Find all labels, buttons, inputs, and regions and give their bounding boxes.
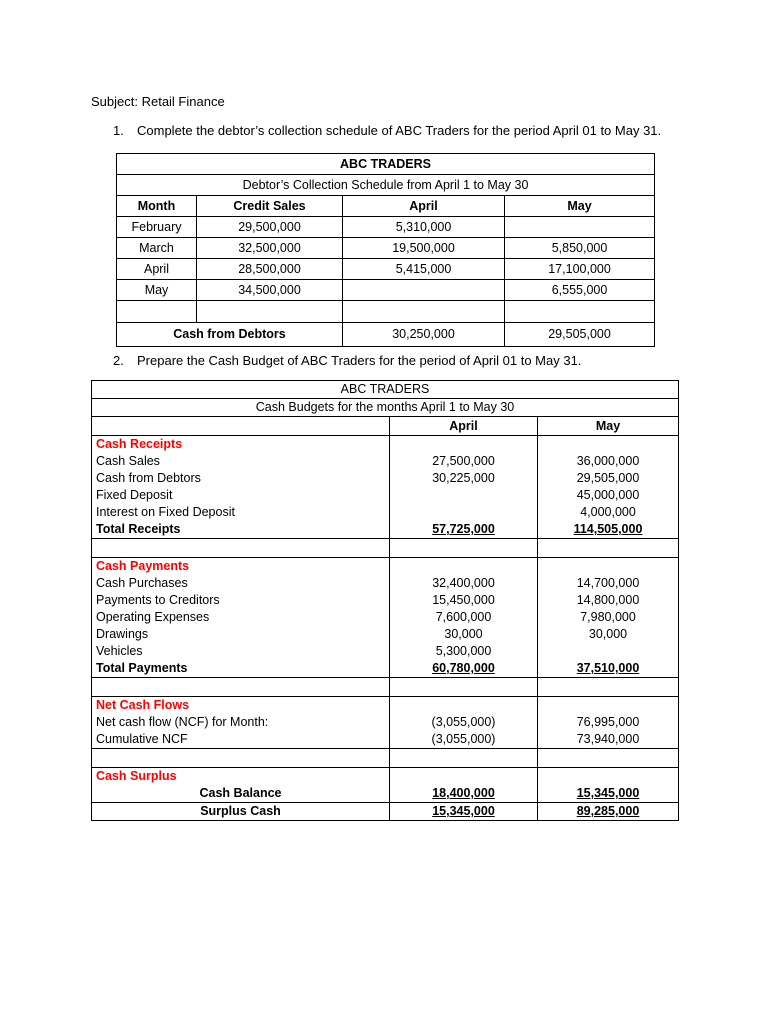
- table1-header: April: [343, 196, 505, 217]
- table-cell: 28,500,000: [197, 259, 343, 280]
- table1-subtitle: Debtor’s Collection Schedule from April 1 to May 30: [117, 175, 655, 196]
- row-label: Fixed Deposit: [92, 487, 390, 504]
- total-row: [92, 660, 679, 678]
- total-april: 60,780,000: [390, 660, 538, 678]
- table-row: [92, 785, 679, 803]
- table-cell: 29,500,000: [197, 217, 343, 238]
- row-label: Cash Balance: [92, 785, 390, 803]
- table1-header-row: [117, 196, 655, 217]
- row-label: Payments to Creditors: [92, 592, 390, 609]
- table-row: [117, 217, 655, 238]
- may-value: 7,980,000: [538, 609, 679, 626]
- section-heading: Cash Receipts: [92, 436, 390, 454]
- section-heading: Cash Payments: [92, 558, 390, 576]
- total-may: 29,505,000: [505, 323, 655, 347]
- april-value: [390, 487, 538, 504]
- table2-header: April: [390, 417, 538, 436]
- april-value: 30,000: [390, 626, 538, 643]
- row-label: Surplus Cash: [92, 803, 390, 821]
- table-cell: 5,850,000: [505, 238, 655, 259]
- may-value: 76,995,000: [538, 714, 679, 731]
- question-text: Prepare the Cash Budget of ABC Traders for the period of April 01 to May 31.: [137, 353, 582, 368]
- question-2: [113, 353, 581, 368]
- table-cell: 32,500,000: [197, 238, 343, 259]
- spacer-row: [92, 749, 679, 768]
- april-value: 32,400,000: [390, 575, 538, 592]
- may-value: [538, 643, 679, 660]
- row-label: Cumulative NCF: [92, 731, 390, 749]
- april-value: 5,300,000: [390, 643, 538, 660]
- table-cell: [197, 301, 343, 323]
- may-value: 14,800,000: [538, 592, 679, 609]
- table1-title: ABC TRADERS: [117, 154, 655, 175]
- spacer-row: [92, 539, 679, 558]
- total-april: 57,725,000: [390, 521, 538, 539]
- row-label: Drawings: [92, 626, 390, 643]
- may-value: 15,345,000: [538, 785, 679, 803]
- table-row: [92, 504, 679, 521]
- table-row: [92, 470, 679, 487]
- row-label: Net cash flow (NCF) for Month:: [92, 714, 390, 731]
- may-value: 45,000,000: [538, 487, 679, 504]
- table1-total-row: [117, 323, 655, 347]
- table-cell: [343, 301, 505, 323]
- table-row: [92, 731, 679, 749]
- spacer-row: [92, 678, 679, 697]
- question-number: 2.: [113, 353, 124, 368]
- table-cell: [117, 301, 197, 323]
- table-row: [92, 575, 679, 592]
- table2-header-row: [92, 417, 679, 436]
- may-value: 14,700,000: [538, 575, 679, 592]
- row-label: Cash from Debtors: [92, 470, 390, 487]
- table-cell: March: [117, 238, 197, 259]
- question-number: 1.: [113, 123, 124, 138]
- may-value: 89,285,000: [538, 803, 679, 821]
- may-value: 36,000,000: [538, 453, 679, 470]
- table-row: [92, 643, 679, 660]
- question-text: Complete the debtor’s collection schedule of ABC Traders for the period April 01 to May 31.: [137, 123, 662, 138]
- total-may: 114,505,000: [538, 521, 679, 539]
- row-label: Vehicles: [92, 643, 390, 660]
- table-row: [117, 301, 655, 323]
- row-label: Operating Expenses: [92, 609, 390, 626]
- table-row: [92, 803, 679, 821]
- section-heading-row: [92, 768, 679, 786]
- may-value: 73,940,000: [538, 731, 679, 749]
- total-may: 37,510,000: [538, 660, 679, 678]
- april-value: (3,055,000): [390, 714, 538, 731]
- question-1: [113, 123, 661, 138]
- row-label: Interest on Fixed Deposit: [92, 504, 390, 521]
- table1-header: May: [505, 196, 655, 217]
- total-april: 30,250,000: [343, 323, 505, 347]
- table-row: [92, 609, 679, 626]
- april-value: 27,500,000: [390, 453, 538, 470]
- total-label: Total Payments: [92, 660, 390, 678]
- section-heading-row: [92, 436, 679, 454]
- table2-title: ABC TRADERS: [92, 381, 679, 399]
- total-row: [92, 521, 679, 539]
- section-heading-row: [92, 697, 679, 715]
- table2-header: [92, 417, 390, 436]
- table-cell: 34,500,000: [197, 280, 343, 301]
- debtors-collection-table: [116, 153, 655, 347]
- total-label: Cash from Debtors: [117, 323, 343, 347]
- table-cell: February: [117, 217, 197, 238]
- may-value: 4,000,000: [538, 504, 679, 521]
- april-value: 30,225,000: [390, 470, 538, 487]
- april-value: 15,450,000: [390, 592, 538, 609]
- table2-header: May: [538, 417, 679, 436]
- row-label: Cash Sales: [92, 453, 390, 470]
- row-label: Cash Purchases: [92, 575, 390, 592]
- table1-header: Month: [117, 196, 197, 217]
- table-cell: [505, 217, 655, 238]
- table-cell: [343, 280, 505, 301]
- april-value: [390, 504, 538, 521]
- table-row: [92, 626, 679, 643]
- april-value: 18,400,000: [390, 785, 538, 803]
- april-value: (3,055,000): [390, 731, 538, 749]
- section-heading-row: [92, 558, 679, 576]
- table-cell: 5,415,000: [343, 259, 505, 280]
- table-cell: April: [117, 259, 197, 280]
- may-value: 30,000: [538, 626, 679, 643]
- table-row: [92, 592, 679, 609]
- section-heading: Cash Surplus: [92, 768, 390, 786]
- april-value: 15,345,000: [390, 803, 538, 821]
- subject-line: Subject: Retail Finance: [91, 94, 225, 109]
- table1-header: Credit Sales: [197, 196, 343, 217]
- table-cell: 6,555,000: [505, 280, 655, 301]
- table-cell: [505, 301, 655, 323]
- table-cell: 19,500,000: [343, 238, 505, 259]
- table-row: [117, 259, 655, 280]
- total-label: Total Receipts: [92, 521, 390, 539]
- may-value: 29,505,000: [538, 470, 679, 487]
- table-row: [117, 238, 655, 259]
- cash-budget-table: [91, 380, 679, 821]
- table-row: [117, 280, 655, 301]
- table-row: [92, 453, 679, 470]
- table-cell: May: [117, 280, 197, 301]
- table-row: [92, 487, 679, 504]
- section-heading: Net Cash Flows: [92, 697, 390, 715]
- april-value: 7,600,000: [390, 609, 538, 626]
- table-cell: 17,100,000: [505, 259, 655, 280]
- table-cell: 5,310,000: [343, 217, 505, 238]
- table-row: [92, 714, 679, 731]
- table2-subtitle: Cash Budgets for the months April 1 to May 30: [92, 399, 679, 417]
